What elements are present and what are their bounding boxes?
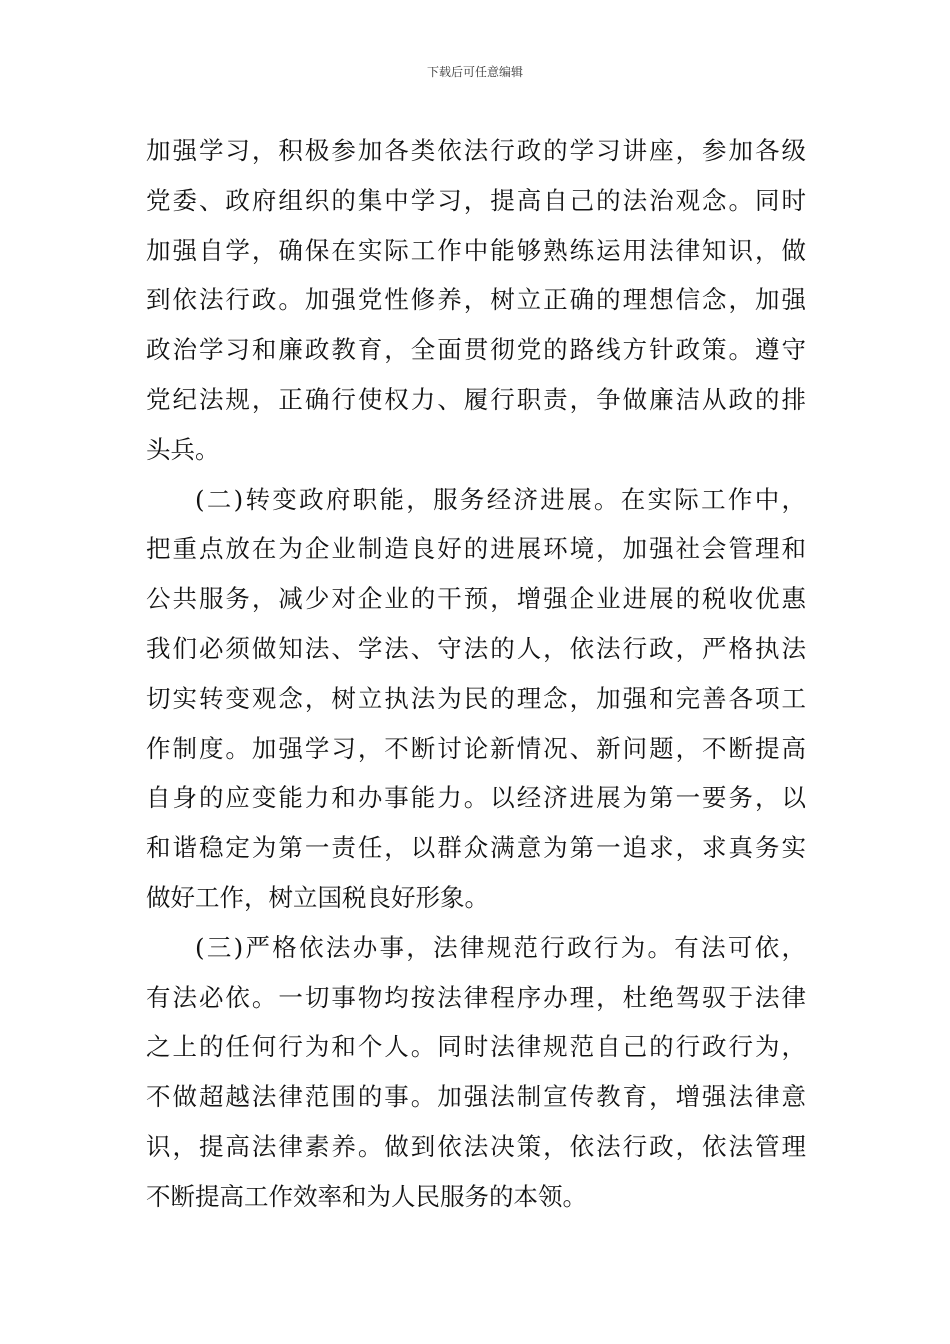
text-line: 党委、政府组织的集中学习，提高自己的法治观念。同时 xyxy=(146,185,806,215)
text-line: 切实转变观念，树立执法为民的理念，加强和完善各项工 xyxy=(146,683,806,713)
text-line: 自身的应变能力和办事能力。以经济进展为第一要务，以 xyxy=(146,783,806,813)
text-line: 党纪法规，正确行使权力、履行职责，争做廉洁从政的排 xyxy=(146,384,806,414)
text-line: (三)严格依法办事，法律规范行政行为。有法可依， xyxy=(195,932,806,962)
text-line: 不做超越法律范围的事。加强法制宣传教育，增强法律意 xyxy=(146,1082,806,1112)
text-line: (二)转变政府职能，服务经济进展。在实际工作中， xyxy=(195,484,806,514)
text-line: 之上的任何行为和个人。同时法律规范自己的行政行为， xyxy=(146,1032,806,1062)
text-line: 不断提高工作效率和为人民服务的本领。 xyxy=(146,1181,587,1211)
text-line: 做好工作，树立国税良好形象。 xyxy=(146,882,489,912)
text-line: 加强学习，积极参加各类依法行政的学习讲座，参加各级 xyxy=(146,136,806,165)
text-line: 政治学习和廉政教育，全面贯彻党的路线方针政策。遵守 xyxy=(146,335,806,365)
text-line: 到依法行政。加强党性修养，树立正确的理想信念，加强 xyxy=(146,285,806,315)
text-line: 加强自学，确保在实际工作中能够熟练运用法律知识，做 xyxy=(146,235,806,265)
text-line: 识，提高法律素养。做到依法决策，依法行政，依法管理 xyxy=(146,1131,806,1161)
text-line: 有法必依。一切事物均按法律程序办理，杜绝驾驭于法律 xyxy=(146,982,806,1012)
text-line: 把重点放在为企业制造良好的进展环境，加强社会管理和 xyxy=(146,534,806,564)
text-line: 和谐稳定为第一责任，以群众满意为第一追求，求真务实 xyxy=(146,833,806,863)
text-line: 作制度。加强学习，不断讨论新情况、新问题，不断提高 xyxy=(146,733,806,763)
document-body xyxy=(146,126,806,1222)
text-line: 头兵。 xyxy=(146,434,220,464)
page-header: 下载后可任意编辑 xyxy=(426,65,523,79)
text-line: 公共服务，减少对企业的干预，增强企业进展的税收优惠 xyxy=(146,584,806,614)
text-line: 我们必须做知法、学法、守法的人，依法行政，严格执法 xyxy=(146,633,806,663)
